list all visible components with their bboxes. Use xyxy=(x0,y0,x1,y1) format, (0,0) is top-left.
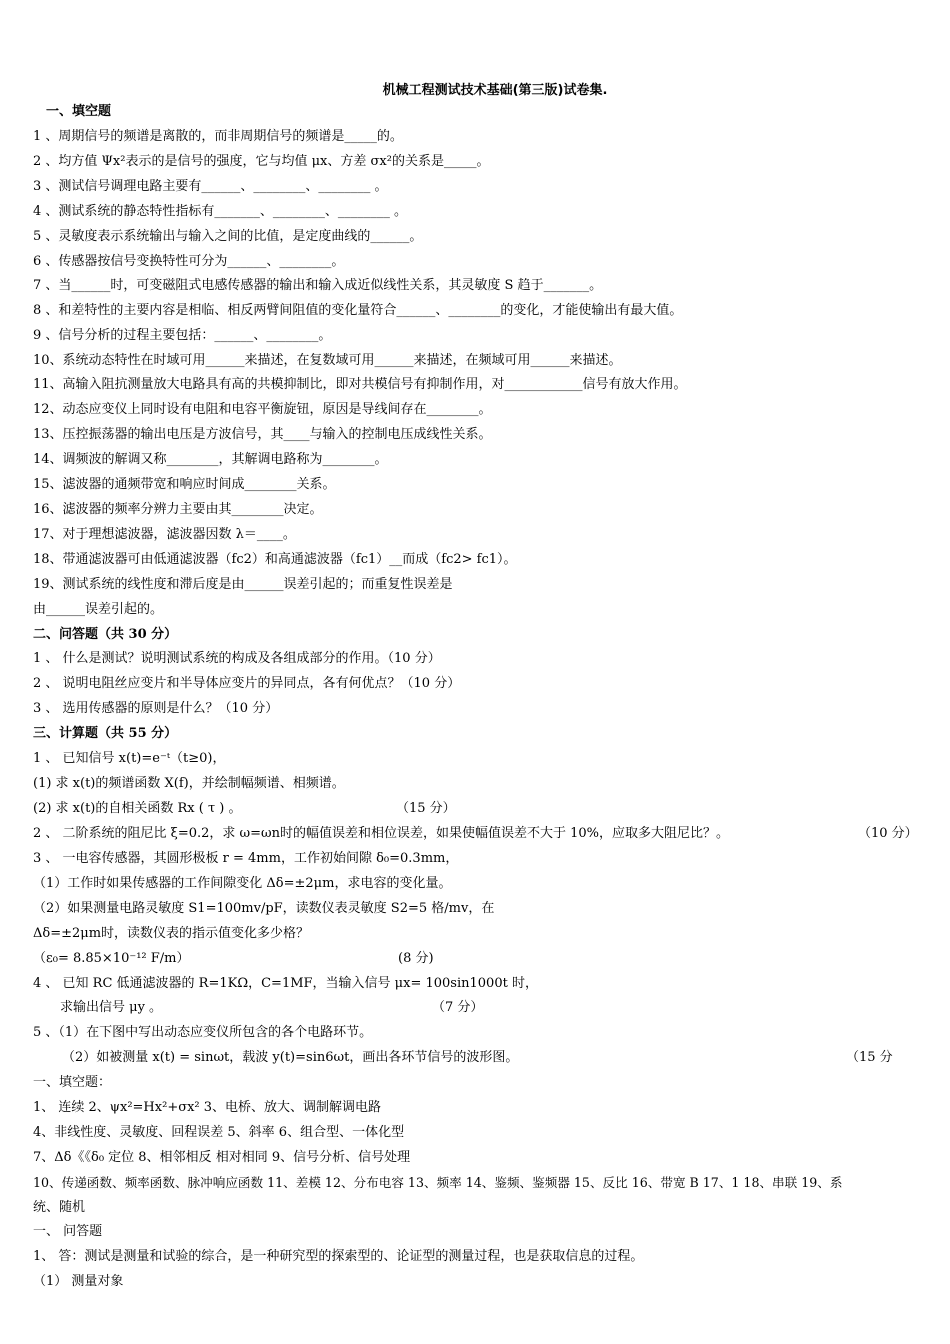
text-line: 3 、测试信号调理电路主要有______、________、________ 。 xyxy=(33,179,388,194)
text-line: 5 、灵敏度表示系统输出与输入之间的比值，是定度曲线的______。 xyxy=(33,229,423,244)
text-line: 5 、（1）在下图中写出动态应变仪所包含的各个电路环节。 xyxy=(33,1025,373,1040)
text-line: (1) 求 x(t)的频谱函数 X(f)，并绘制幅频谱、相频谱。 xyxy=(33,776,345,791)
score-label: （7 分） xyxy=(432,1000,484,1015)
text-line: 1、 答：测试是测量和试验的综合，是一种研究型的探索型的、论证型的测量过程，也是获取信息的过程。 xyxy=(33,1249,644,1264)
text-line: 2 、 说明电阻丝应变片和半导体应变片的异同点，各有何优点？（10 分） xyxy=(33,676,461,691)
section-heading: 三、计算题（共 55 分） xyxy=(33,726,178,741)
text-line: 4 、测试系统的静态特性指标有_______、________、________ 。 xyxy=(33,204,408,219)
score-label: （15 分） xyxy=(396,801,456,816)
text-line: （ε₀= 8.85×10⁻¹² F/m） xyxy=(33,951,190,966)
text-line: 15、滤波器的通频带宽和响应时间成________关系。 xyxy=(33,477,336,492)
document-title: 机械工程测试技术基础(第三版)试卷集. xyxy=(382,83,608,98)
text-line: Δδ=±2μm时，读数仪表的指示值变化多少格？ xyxy=(33,926,310,941)
text-line: 19、测试系统的线性度和滞后度是由______误差引起的；而重复性误差是 xyxy=(33,577,453,592)
text-line: 2 、 二阶系统的阻尼比 ξ=0.2，求 ω=ωn时的幅值误差和相位误差，如果使幅值误差不大于 10%，应取多大阻尼比？。 xyxy=(33,826,730,841)
text-line: （1） 测量对象 xyxy=(33,1274,124,1289)
text-line: 14、调频波的解调又称________，其解调电路称为________。 xyxy=(33,452,388,467)
text-line: 求输出信号 μy 。 xyxy=(60,1000,163,1015)
text-line: 10、系统动态特性在时域可用______来描述，在复数域可用______来描述，在频域可用______来描述。 xyxy=(33,353,622,368)
score-label: （15 分 xyxy=(846,1050,893,1065)
text-line: 1 、 已知信号 x(t)=e⁻ᵗ（t≥0)， xyxy=(33,751,226,766)
score-label: (8 分) xyxy=(398,951,434,966)
text-line: 12、动态应变仪上同时设有电阻和电容平衡旋钮，原因是导线间存在________。 xyxy=(33,402,492,417)
score-label: （10 分） xyxy=(858,826,918,841)
text-line: 统、随机 xyxy=(33,1200,86,1215)
section-heading: 一、 问答题 xyxy=(33,1224,103,1239)
text-line: （2）如果测量电路灵敏度 S1=100mv/pF，读数仪表灵敏度 S2=5 格/mv，在 xyxy=(33,901,495,916)
text-line: 4、非线性度、灵敏度、回程误差 5、斜率 6、组合型、一体化型 xyxy=(33,1125,405,1140)
text-line: (2) 求 x(t)的自相关函数 Rx ( τ ) 。 xyxy=(33,801,242,816)
text-line: 1 、周期信号的频谱是离散的，而非周期信号的频谱是_____的。 xyxy=(33,129,403,144)
text-line: 3 、 选用传感器的原则是什么？（10 分） xyxy=(33,701,279,716)
section-heading: 二、问答题（共 30 分） xyxy=(33,627,178,642)
text-line: 17、对于理想滤波器，滤波器因数 λ＝____。 xyxy=(33,527,296,542)
text-line: （2）如被测量 x(t) = sinωt，载波 y(t)=sin6ωt，画出各环节信号的波形图。 xyxy=(62,1050,519,1065)
text-line: 4 、 已知 RC 低通滤波器的 R=1KΩ，C=1MF，当输入信号 μx= 100sin1000t 时， xyxy=(33,976,538,991)
text-line: 16、滤波器的频率分辨力主要由其________决定。 xyxy=(33,502,323,517)
text-line: 6 、传感器按信号变换特性可分为______、________。 xyxy=(33,254,345,269)
text-line: 8 、和差特性的主要内容是相临、相反两臂间阻值的变化量符合______、________的变化，才能使输出有最大值。 xyxy=(33,303,683,318)
text-line: 1 、 什么是测试？说明测试系统的构成及各组成部分的作用。（10 分） xyxy=(33,651,441,666)
section-heading: 一、填空题： xyxy=(33,1075,112,1090)
text-line: 1、 连续 2、ψx²=Hx²+σx² 3、电桥、放大、调制解调电路 xyxy=(33,1100,382,1115)
text-line: （1）工作时如果传感器的工作间隙变化 Δδ=±2μm，求电容的变化量。 xyxy=(33,876,452,891)
text-line: 13、压控振荡器的输出电压是方波信号，其____与输入的控制电压成线性关系。 xyxy=(33,427,492,442)
text-line: 2 、均方值 Ψx²表示的是信号的强度，它与均值 μx、方差 σx²的关系是_____。 xyxy=(33,154,490,169)
text-line: 11、高输入阻抗测量放大电路具有高的共模抑制比，即对共模信号有抑制作用，对____________信号有放大作用。 xyxy=(33,377,687,392)
text-line: 9 、信号分析的过程主要包括：______、________。 xyxy=(33,328,332,343)
text-line: 7 、当______时，可变磁阻式电感传感器的输出和输入成近似线性关系，其灵敏度 S 趋于_______。 xyxy=(33,278,603,293)
text-line: 10、传递函数、频率函数、脉冲响应函数 11、差模 12、分布电容 13、频率 14、鉴频、鉴频器 15、反比 16、带宽 B 17、1 18、串联 19、系 xyxy=(33,1175,843,1190)
text-line: 7、Δδ《《δ₀ 定位 8、相邻相反 相对相同 9、信号分析、信号处理 xyxy=(33,1150,411,1165)
section-heading: 一、填空题 xyxy=(46,104,112,119)
text-line: 3 、 一电容传感器，其圆形极板 r = 4mm，工作初始间隙 δ₀=0.3mm， xyxy=(33,851,459,866)
text-line: 由______误差引起的。 xyxy=(33,602,164,617)
text-line: 18、带通滤波器可由低通滤波器（fc2）和高通滤波器（fc1）__而成（fc2> fc1）。 xyxy=(33,552,517,567)
